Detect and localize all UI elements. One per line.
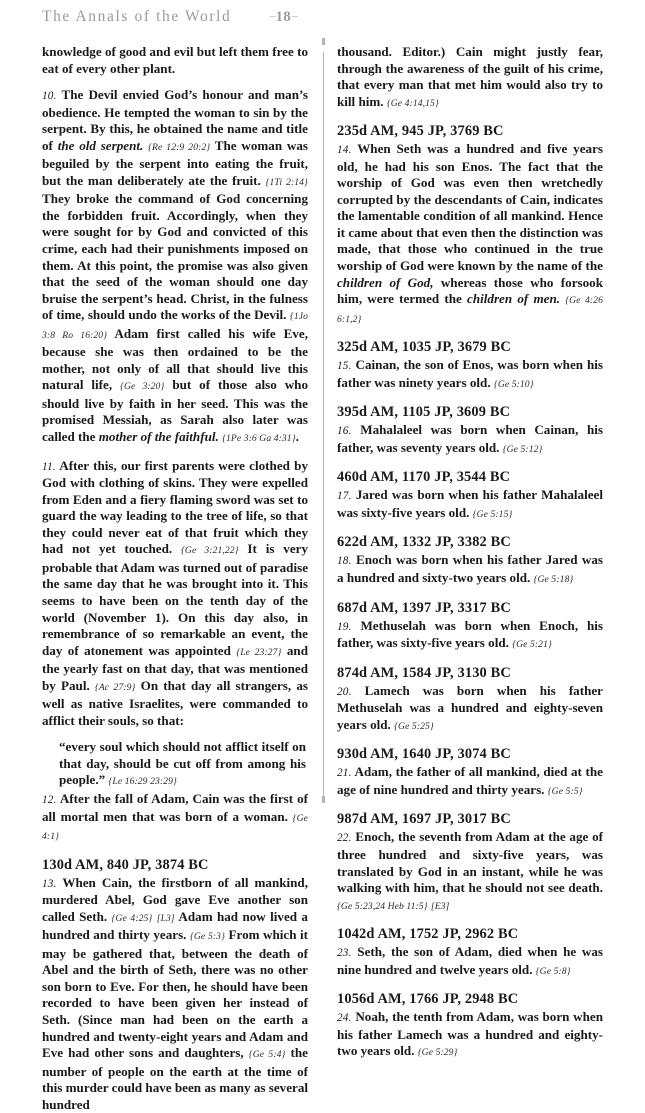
numbered-paragraph: 19. Methuselah was born when Enoch, his father, was sixty-five years old. {Ge 5:21} (337, 617, 603, 651)
folio-dash-right: – (292, 10, 297, 22)
numbered-paragraph: 14. When Seth was a hundred and five years old, he had his son Enos. The fact that the worship of God was even then wretchedly corrupted by the descendants of Cain, indicates the lamentable condition of all mankind. Hence it came about that even then the distinction was made, that those who continued in the true worship of God were known by the name of the children of God, whereas those who forsook him, were termed the children of men. {Ge 4:26 6:1,2} (337, 141, 603, 325)
numbered-paragraph: 12. After the fall of Adam, Cain was the first of all mortal men that was born of a woman. {Ge 4:1} (42, 790, 308, 843)
date-heading: 930d AM, 1640 JP, 3074 BC (337, 746, 511, 763)
paragraph-number: 17. (337, 490, 352, 503)
date-heading: 235d AM, 945 JP, 3769 BC (337, 123, 504, 140)
paragraph-number: 24. (337, 1012, 352, 1025)
paragraph-number: 13. (42, 877, 57, 890)
column-divider-rule (323, 52, 324, 796)
date-heading: 130d AM, 840 JP, 3874 BC (42, 856, 209, 873)
paragraph-number: 23. (337, 947, 352, 960)
paragraph-number: 20. (337, 685, 352, 698)
column-divider-tick-top (322, 38, 325, 45)
column-divider-tick-bottom (322, 796, 325, 803)
numbered-paragraph: 24. Noah, the tenth from Adam, was born when his father Lamech was a hundred and eighty-two years old. {Ge 5:29} (337, 1009, 603, 1059)
date-heading: 622d AM, 1332 JP, 3382 BC (337, 534, 511, 551)
paragraph-number: 15. (337, 360, 352, 373)
numbered-paragraph: 10. The Devil envied God’s honour and man’s obedience. He tempted the woman to sin by the serpent. By this, he obtained the name and title of the old serpent. {Re 12:9 20:2} The woman was beguiled by the serpent into eating the fruit, but the man deliberately ate the fruit. {1Ti 2:14} They broke the command of God concerning the forbidden fruit. Accordingly, when they were sought for by God and convicted of this crime, each had their punishments imposed on them. At this point, the promise was also given that the seed of the woman should one day bruise the serpent’s head. Christ, in the fulness of time, should undo the works of the Devil. {1Jo 3:8 Ro 16:20} Adam first called his wife Eve, because she was then ordained to be the mother, not only of all that should live this natural life, {Ge 3:20} but of those also who should live by faith in her seed. This was the promised Messiah, as Sarah also later was called the mother of the faithful. {1Pe 3:6 Ga 4:31}. (42, 87, 308, 445)
paragraph: knowledge of good and evil but left them free to eat of every other plant. (42, 44, 308, 76)
paragraph-number: 18. (337, 555, 352, 568)
folio-number: 18 (275, 9, 292, 25)
folio-dash-left: – (270, 10, 275, 22)
date-heading: 1042d AM, 1752 JP, 2962 BC (337, 926, 519, 943)
numbered-paragraph: 23. Seth, the son of Adam, died when he was nine hundred and twelve years old. {Ge 5:8} (337, 944, 603, 977)
paragraph-number: 19. (337, 620, 352, 633)
date-heading: 1056d AM, 1766 JP, 2948 BC (337, 991, 519, 1008)
page-folio (270, 9, 297, 26)
numbered-paragraph: 16. Mahalaleel was born when Cainan, his father, was seventy years old. {Ge 5:12} (337, 422, 603, 455)
numbered-paragraph: 13. When Cain, the firstborn of all mankind, murdered Abel, God gave Eve another son called Seth. {Ge 4:25} [L3] Adam had now lived a hundred and thirty years. {Ge 5:3} From which it may be gathered that, between the death of Abel and the birth of Seth, there was no other son born to Eve. For then, he should have been recorded to have been given her instead of Seth. (Since man had been on the earth a hundred and twenty-eight years and Adam and Eve had other sons and daughters, {Ge 5:4} the number of people on the earth at the time of this murder could have been as many as several hundred (42, 874, 308, 1112)
column-right (337, 44, 603, 1059)
paragraph-number: 22. (337, 832, 352, 845)
numbered-paragraph: 22. Enoch, the seventh from Adam at the age of three hundred and sixty-five years, was translated by God in an instant, while he was walking with him, that he should not see death. {Ge 5:23,24 Heb 11:5} [E3] (337, 829, 603, 912)
numbered-paragraph: 20. Lamech was born when his father Methuselah was a hundred and eighty-seven years old. {Ge 5:25} (337, 682, 603, 732)
paragraph-number: 21. (337, 767, 352, 780)
text-columns (42, 44, 603, 1112)
paragraph: thousand. Editor.) Cain might justly fear, through the awareness of the guilt of his crime, that every man that met him would also try to kill him. {Ge 4:14,15} (337, 44, 603, 109)
numbered-paragraph: 21. Adam, the father of all mankind, died at the age of nine hundred and thirty years. {Ge 5:5} (337, 764, 603, 797)
date-heading: 987d AM, 1697 JP, 3017 BC (337, 811, 511, 828)
date-heading: 687d AM, 1397 JP, 3317 BC (337, 599, 511, 616)
paragraph-number: 14. (337, 144, 352, 157)
book-title: The Annals of the World (42, 8, 232, 25)
numbered-paragraph: 17. Jared was born when his father Mahalaleel was sixty-five years old. {Ge 5:15} (337, 487, 603, 520)
date-heading: 460d AM, 1170 JP, 3544 BC (337, 469, 511, 486)
running-head (42, 8, 603, 30)
numbered-paragraph: 18. Enoch was born when his father Jared was a hundred and sixty-two years old. {Ge 5:18} (337, 552, 603, 586)
date-heading: 325d AM, 1035 JP, 3679 BC (337, 339, 511, 356)
numbered-paragraph: 11. After this, our first parents were clothed by God with clothing of skins. They were expelled from Eden and a fiery flaming sword was set to guard the way leading to the tree of life, so that they could never eat of that fruit which they had not yet touched. {Ge 3:21,22} It is very probable that Adam was turned out of paradise the same day that he was brought into it. This seems to have been on the tenth day of the world (November 1). On this day also, in remembrance of so remarkable an event, the day of atonement was appointed {Le 23:27} and the yearly fast on that day, that was mentioned by Paul. {Ac 27:9} On that day all strangers, as well as native Israelites, were commanded to afflict their souls, so that: (42, 457, 308, 728)
date-heading: 395d AM, 1105 JP, 3609 BC (337, 404, 511, 421)
paragraph-number: 12. (42, 793, 57, 806)
paragraph-number: 11. (42, 460, 56, 473)
column-left (42, 44, 308, 1112)
block-quotation: “every soul which should not afflict itself on that day, should be cut off from among his people.” {Le 16:29 23:29} (59, 739, 306, 788)
paragraph-number: 16. (337, 425, 352, 438)
date-heading: 874d AM, 1584 JP, 3130 BC (337, 664, 511, 681)
paragraph-number: 10. (42, 90, 57, 103)
numbered-paragraph: 15. Cainan, the son of Enos, was born when his father was ninety years old. {Ge 5:10} (337, 357, 603, 390)
